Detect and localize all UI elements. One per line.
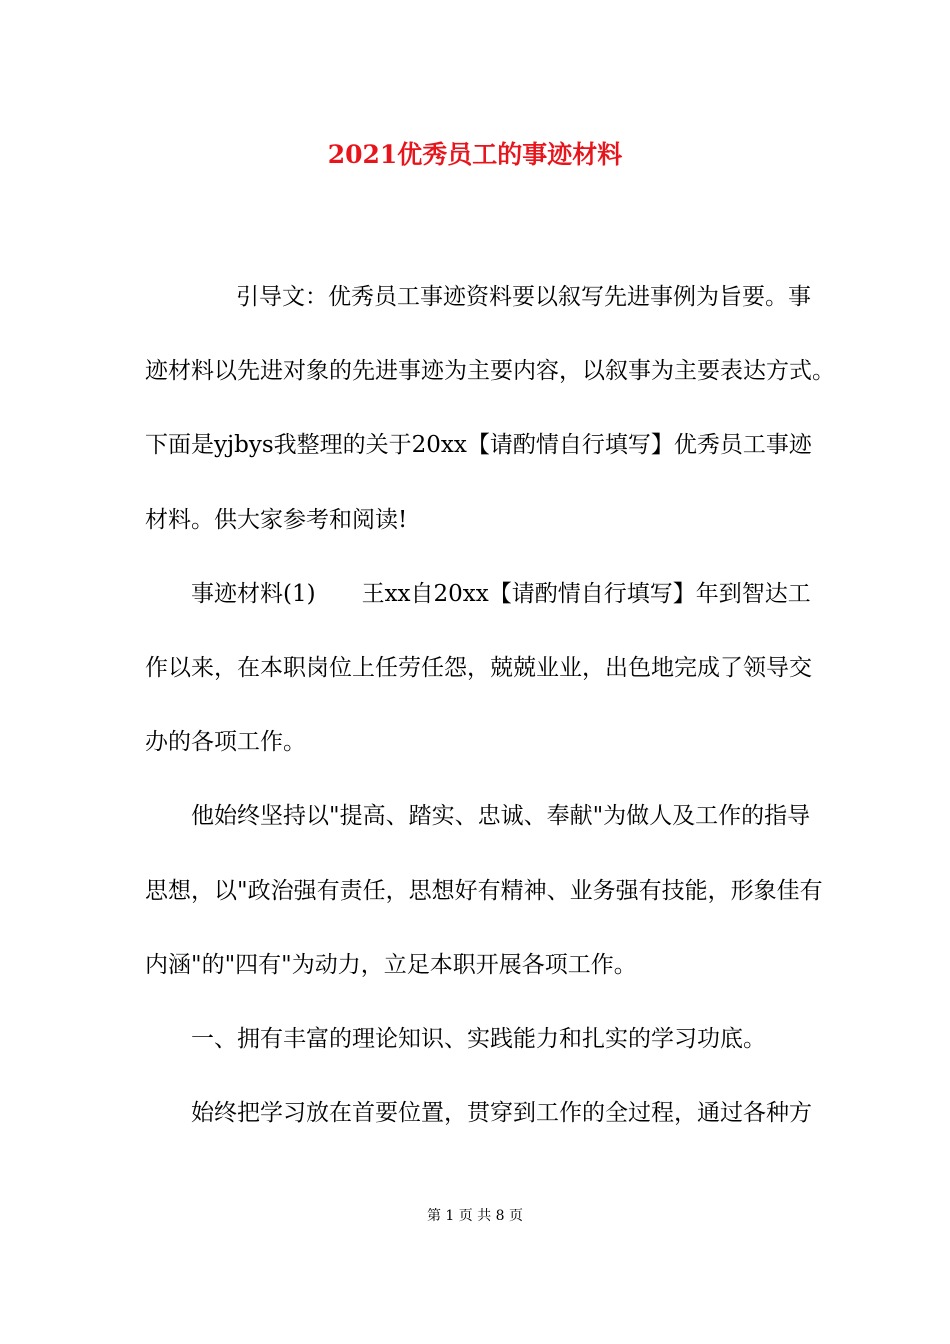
paragraph-line: 迹材料以先进对象的先进事迹为主要内容，以叙事为主要表达方式。 [145,358,835,384]
paragraph-line: 下面是yjbys我整理的关于20xx【请酌情自行填写】优秀员工事迹 [145,432,812,458]
paragraph-line: 始终把学习放在首要位置，贯穿到工作的全过程，通过各种方 [191,1100,812,1126]
paragraph-line: 材料。供大家参考和阅读! [145,507,408,533]
paragraph-line: 思想，以"政治强有责任，思想好有精神、业务强有技能，形象佳有 [145,878,823,904]
paragraph-line: 事迹材料(1) 王xx自20xx【请酌情自行填写】年到智达工 [191,581,811,607]
section-heading: 一、拥有丰富的理论知识、实践能力和扎实的学习功底。 [191,1026,766,1052]
paragraph-line: 办的各项工作。 [145,729,306,755]
page-footer: 第 1 页 共 8 页 [426,1208,524,1224]
paragraph-line: 他始终坚持以"提高、踏实、忠诚、奉献"为做人及工作的指导 [191,803,811,829]
paragraph-line: 引导文：优秀员工事迹资料要以叙写先进事例为旨要。事 [236,284,811,310]
document-title: 2021优秀员工的事迹材料 [327,140,623,169]
paragraph-line: 内涵"的"四有"为动力，立足本职开展各项工作。 [145,952,637,978]
paragraph-line: 作以来，在本职岗位上任劳任怨，兢兢业业，出色地完成了领导交 [145,655,812,681]
